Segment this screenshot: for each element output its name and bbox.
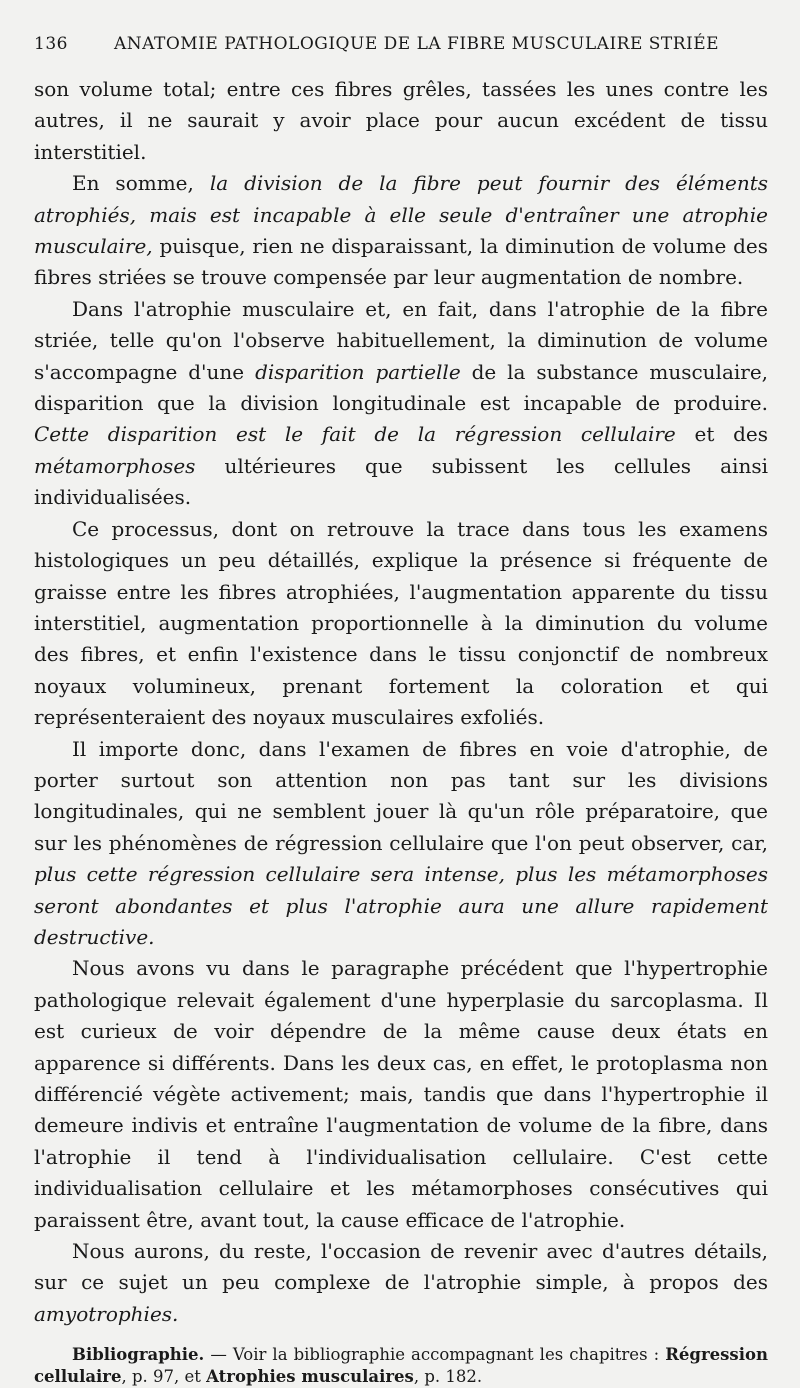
paragraph-4-text: Ce processus, dont on retrouve la trace dans tous les examens histologiques un peu détaillés, explique la présence si fréquente de graisse entre les fibres atrophiées, l'augmentation apparente du tissu interstitiel, augmentation proportionnelle à la diminution du volume des fibres, et enfin l'existence dans le tissu conjonctif de nombreux noyaux volumineux, prenant fortement la coloration et qui représenteraient des noyaux musculaires exfoliés. bbox=[34, 516, 768, 730]
paragraph-3-italic-d: Cette disparition est le fait de la régression cellulaire bbox=[34, 422, 676, 447]
bibliography bbox=[34, 1344, 768, 1388]
paragraph-7 bbox=[34, 1236, 768, 1330]
paragraph-5-text-a: Il importe donc, dans l'examen de fibres en voie d'atrophie, de porter surtout son attention non pas tant sur les divisions longitudinales, qui ne semblent jouer là qu'un rôle préparatoire, que sur les phénomènes de régression cellulaire que l'on peut observer, car, bbox=[34, 736, 768, 855]
paragraph-1 bbox=[34, 74, 768, 168]
paragraph-7-italic: amyotrophies. bbox=[34, 1301, 179, 1326]
paragraph-5 bbox=[34, 734, 768, 954]
bibliography-text-3: , p. 182. bbox=[413, 1367, 483, 1387]
paragraph-2-italic: la division de la fibre peut fournir des éléments atrophiés, mais est incapable à elle seule d'entraîner une atrophie musculaire, bbox=[34, 171, 769, 259]
paragraph-3-text-g: ultérieures que subissent les cellules ainsi individualisées. bbox=[34, 453, 768, 510]
paragraph-4 bbox=[34, 514, 768, 734]
paragraph-6-text: Nous avons vu dans le paragraphe précédent que l'hypertrophie pathologique relevait également d'une hyperplasie du sarcoplasma. Il est curieux de voir dépendre de la même cause deux états en apparence si différents. Dans les deux cas, en effet, le protoplasma non différencié végète activement; mais, tandis que dans l'hypertrophie il demeure indivis et entraîne l'augmentation de volume de la fibre, dans l'atrophie il tend à l'individualisation cellulaire. C'est cette individualisation cellulaire et les métamorphoses consécutives qui paraissent être, avant tout, la cause efficace de l'atrophie. bbox=[34, 956, 768, 1232]
paragraph-3-text-a: Dans l'atrophie musculaire et, en fait, dans l'atrophie de la fibre striée, telle qu'on l'observe habituellement, la diminution de volume s'accompagne d'une bbox=[34, 296, 768, 384]
paragraph-2 bbox=[34, 168, 768, 294]
paragraph-3-italic-b: disparition partielle bbox=[255, 359, 461, 384]
running-title: ANATOMIE PATHOLOGIQUE DE LA FIBRE MUSCULAIRE STRIÉE bbox=[114, 34, 720, 54]
paragraph-3-text-e: et des bbox=[675, 422, 769, 447]
paragraph-7-text-a: Nous aurons, du reste, l'occasion de revenir avec d'autres détails, sur ce sujet un peu complexe de l'atrophie simple, à propos des bbox=[34, 1239, 768, 1295]
book-page bbox=[34, 26, 769, 1387]
bibliography-ref-1: Régression cellulaire bbox=[34, 1345, 768, 1387]
paragraph-3-text-c: de la substance musculaire, disparition que la division longitudinale est incapable de produire. bbox=[34, 359, 769, 416]
body-text bbox=[34, 74, 768, 1330]
bibliography-ref-2: Atrophies musculaires bbox=[206, 1367, 414, 1387]
paragraph-1-text: son volume total; entre ces fibres grêles, tassées les unes contre les autres, il ne saurait y avoir place pour aucun excédent de tissu interstitiel. bbox=[34, 77, 768, 164]
paragraph-3 bbox=[34, 294, 768, 514]
bibliography-text-2: , p. 97, et bbox=[121, 1367, 207, 1387]
paragraph-5-italic: plus cette régression cellulaire sera intense, plus les métamorphoses seront abondantes et plus l'atrophie aura une allure rapidement destructive. bbox=[34, 862, 768, 949]
paragraph-2-text-a: En somme, bbox=[72, 171, 210, 196]
page-header bbox=[34, 26, 768, 56]
page-number: 136 bbox=[34, 34, 68, 54]
paragraph-3-italic-f: métamorphoses bbox=[34, 453, 196, 478]
bibliography-text-1: — Voir la bibliographie accompagnant les chapitres : bbox=[204, 1345, 666, 1365]
paragraph-6 bbox=[34, 953, 768, 1236]
bibliography-label: Bibliographie. bbox=[72, 1345, 205, 1365]
paragraph-2-text-c: puisque, rien ne disparaissant, la diminution de volume des fibres striées se trouve compensée par leur augmentation de nombre. bbox=[34, 234, 768, 290]
